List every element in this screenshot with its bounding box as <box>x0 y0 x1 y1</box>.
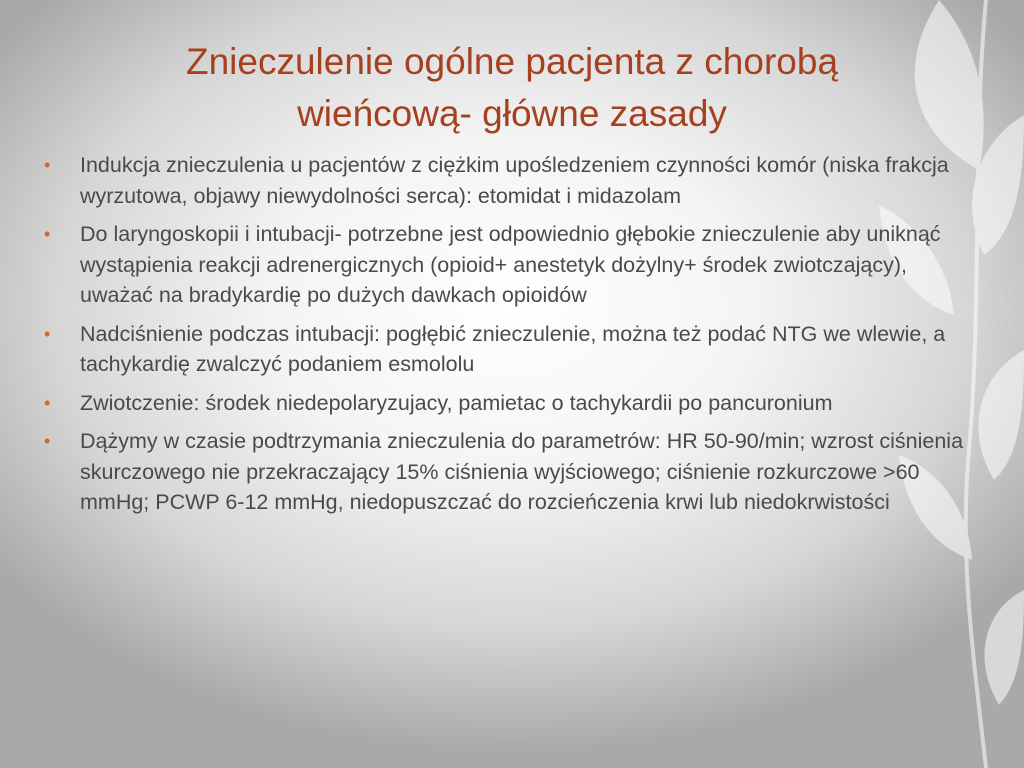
bullet-item-parameters <box>44 426 980 518</box>
bullet-icon: • <box>44 155 51 175</box>
bullet-icon: • <box>44 431 51 451</box>
slide-title <box>90 36 934 140</box>
bullet-item-relaxation <box>44 388 980 419</box>
bullet-list <box>44 150 980 526</box>
bullet-item-intubation <box>44 219 980 311</box>
bullet-icon: • <box>44 224 51 244</box>
bullet-icon: • <box>44 392 51 413</box>
bullet-icon: • <box>44 323 51 344</box>
bullet-item-hypertension <box>44 319 980 380</box>
title-line-1: Znieczulenie ogólne pacjenta z chorobą <box>185 41 839 82</box>
bullet-text: Dążymy w czasie podtrzymania znieczulenia do parametrów: HR 50-90/min; wzrost ciśnienia skurczowego nie przekraczający 15% ciśnienia wyjściowego; ciśnienie rozkurczowe >60 mmHg; PCWP 6-12 mmHg, niedopuszczać do rozcieńczenia krwi lub niedokrwistości <box>80 429 964 514</box>
bullet-text: Indukcja znieczulenia u pacjentów z ciężkim upośledzeniem czynności komór (niska frakcja wyrzutowa, objawy niewydolności serca): etomidat i midazolam <box>80 153 949 208</box>
title-line-2: wieńcową- główne zasady <box>297 93 727 134</box>
bullet-text: Zwiotczenie: środek niedepolaryzujacy, pamietac o tachykardii po pancuronium <box>80 390 833 415</box>
bullet-item-induction <box>44 150 980 211</box>
bullet-text: Nadciśnienie podczas intubacji: pogłębić znieczulenie, można też podać NTG we wlewie, a tachykardię zwalczyć podaniem esmololu <box>80 321 946 376</box>
bullet-text: Do laryngoskopii i intubacji- potrzebne jest odpowiednio głębokie znieczulenie aby uniknąć wystąpienia reakcji adrenergicznych (opioid+ anestetyk dożylny+ środek zwiotczający), uważać na bradykardię po dużych dawkach opioidów <box>80 222 941 307</box>
